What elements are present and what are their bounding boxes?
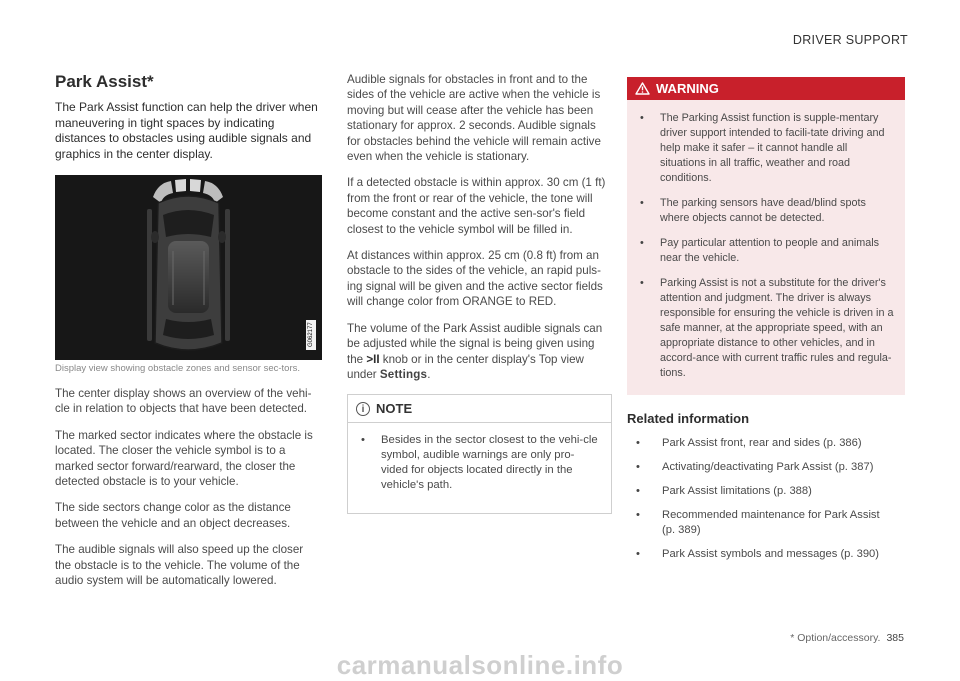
note-title: NOTE [376,401,413,417]
page-footer [790,632,904,644]
note-header [348,395,611,423]
body-paragraph: The center display shows an overview of the vehi-cle in relation to objects that have been detected. [55,386,312,416]
section-header: DRIVER SUPPORT [792,33,908,47]
body-paragraph: The side sectors change color as the distance between the vehicle and an object decreases. [55,501,291,530]
warning-list [627,111,905,381]
warning-title: WARNING [656,81,719,96]
park-assist-display-figure [55,175,322,360]
settings-term: Settings [379,367,428,381]
column-3 [627,72,905,571]
body-paragraph: The audible signals will also speed up the closer the obstacle is to the vehicle. The volume of the audio system will be automatically lowered. [55,543,304,587]
column-2 [347,72,612,514]
list-item: • Besides in the sector closest to the vehi-cle symbol, audible warnings are only pro-vided for objects located directly in the vehicle's path. [348,433,611,493]
related-link[interactable]: • Park Assist front, rear and sides (p. 386) [627,436,905,451]
related-links-list [627,436,905,562]
option-footnote: * Option/accessory. [790,632,881,644]
list-item: • The parking sensors have dead/blind spots where objects cannot be detected. [627,196,905,226]
warning-header [627,77,905,100]
warning-triangle-icon [635,82,650,95]
intro-paragraph: The Park Assist function can help the driver when maneuvering in tight spaces by indicating distances to obstacles using audible signals and graphics in the center display. [55,100,318,161]
related-information-heading: Related information [627,411,750,426]
figure-caption: Display view showing obstacle zones and sensor sec-tors. [55,363,301,375]
body-paragraph: If a detected obstacle is within approx. 30 cm (1 ft) from the front or rear of the vehicle, the tone will become constant and the active sen-sor's field closest to the vehicle symbol will be filled in. [347,176,606,236]
page-title: Park Assist* [55,72,154,91]
watermark: carmanualsonline.info [336,650,624,680]
note-list [348,433,611,493]
related-link[interactable]: • Activating/deactivating Park Assist (p. 387) [627,460,905,475]
warning-box [627,77,905,395]
knob-key-symbol: >II [366,352,380,366]
related-link[interactable]: • Park Assist symbols and messages (p. 390) [627,547,905,562]
page-number: 385 [886,632,904,644]
note-box [347,394,612,514]
column-1 [55,72,322,599]
body-paragraph: Audible signals for obstacles in front and to the sides of the vehicle are active when the vehicle is moving but will cease after the vehicle has been stationary for approx. 2 seconds. Audible signals for obstacles behind the vehicle will remain active even when the vehicle is stationary. [347,73,601,164]
related-link[interactable]: • Park Assist limitations (p. 388) [627,484,905,499]
related-link[interactable]: • Recommended maintenance for Park Assist (p. 389) [627,508,905,538]
info-icon: i [356,402,370,416]
volume-paragraph: The volume of the Park Assist audible signals can be adjusted while the signal is being given using the >II knob or in the center display's Top view under Settings. [347,321,603,381]
list-item: • The Parking Assist function is supple-mentary driver support intended to facili-tate driving and help make it safer – it cannot handle all situations in all traffic, weather and road conditions. [627,111,905,186]
body-paragraph: The marked sector indicates where the obstacle is located. The closer the vehicle symbol is to a marked sector forward/rearward, the closer the detected obstacle is to your vehicle. [55,428,313,488]
list-item: • Pay particular attention to people and animals near the vehicle. [627,236,905,266]
car-top-view-illustration [55,175,322,360]
body-paragraph: At distances within approx. 25 cm (0.8 ft) from an obstacle to the sides of the vehicle, an rapid puls-ing signal will be given and the active sector fields will change color from ORANGE to RED. [347,249,603,309]
list-item: • Parking Assist is not a substitute for the driver's attention and judgment. The driver is always responsible for ensuring the vehicle is driven in a safe manner, at the appropriate speed, with an appropriate distance to other vehicles, and in accord-ance with current traffic rules and regula-tions. [627,276,905,381]
figure-id-label: G062177 [306,320,316,350]
